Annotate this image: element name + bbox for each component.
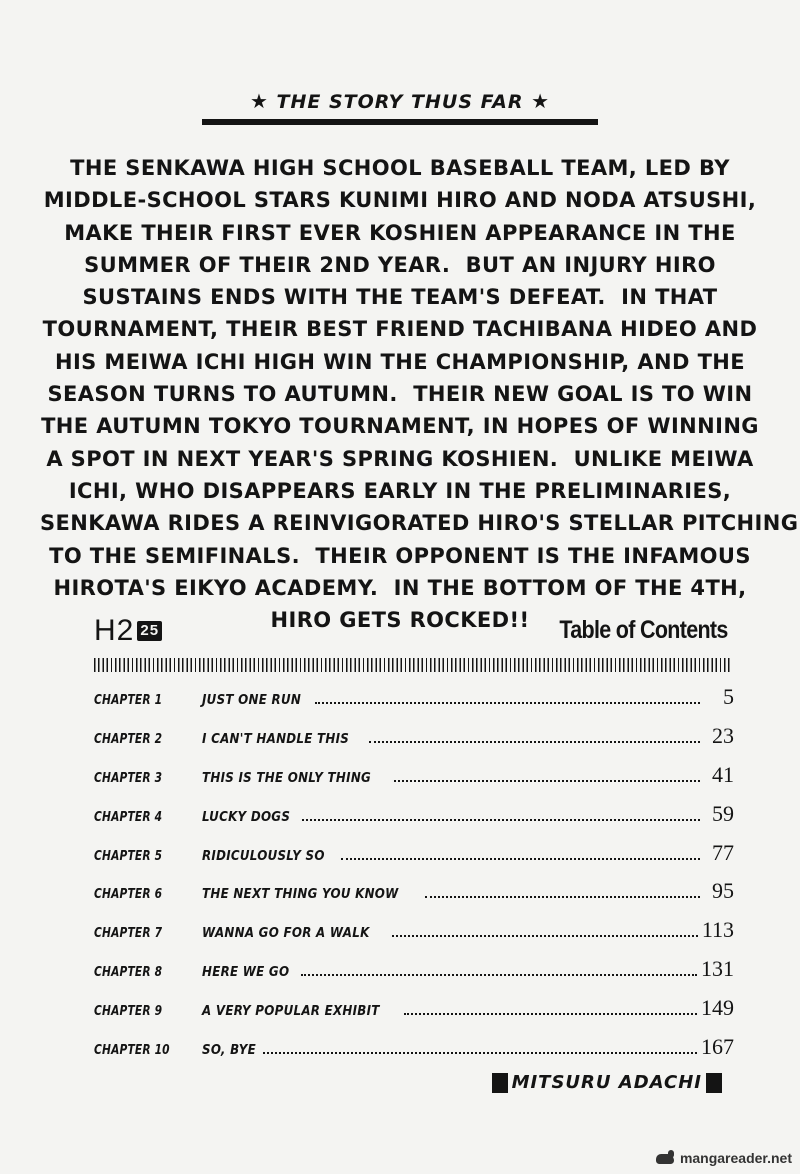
dot-leader <box>302 818 700 821</box>
chapter-title: THIS IS THE ONLY THING <box>202 769 372 786</box>
dot-leader <box>341 857 700 860</box>
toc-row <box>94 840 734 879</box>
chapter-title: HERE WE GO <box>202 964 290 981</box>
dog-icon <box>654 1150 676 1166</box>
page-number: 77 <box>712 839 734 865</box>
page-number: 167 <box>701 1034 734 1060</box>
author-name: MITSURU ADACHI <box>511 1072 702 1093</box>
dot-leader <box>425 895 700 898</box>
dot-leader <box>369 740 700 743</box>
toc-row <box>94 684 734 723</box>
page-number: 41 <box>712 761 734 787</box>
chapter-title: I CAN'T HANDLE THIS <box>202 730 350 747</box>
story-line: THE SENKAWA HIGH SCHOOL BASEBALL TEAM, LED BY <box>70 156 730 180</box>
chapter-title: THE NEXT THING YOU KNOW <box>202 886 399 903</box>
story-title <box>200 88 600 115</box>
block-icon <box>706 1073 722 1093</box>
dot-leader <box>392 934 697 937</box>
title-underline <box>202 119 598 125</box>
toc-row <box>94 762 734 801</box>
dot-leader <box>394 779 700 782</box>
page-number: 149 <box>701 995 734 1021</box>
toc-row <box>94 878 734 917</box>
page-number: 23 <box>712 722 734 748</box>
chapter-title: A VERY POPULAR EXHIBIT <box>202 1003 380 1020</box>
page-number: 5 <box>723 684 734 709</box>
toc-row <box>94 995 734 1034</box>
table-of-contents <box>94 612 734 1073</box>
chapter-number: CHAPTER 7 <box>94 926 163 942</box>
series-logo <box>94 614 162 648</box>
chapter-title: WANNA GO FOR A WALK <box>202 925 370 942</box>
dot-leader <box>404 1012 697 1015</box>
chapter-list <box>94 684 734 1073</box>
story-line: HIS MEIWA ICHI HIGH WIN THE CHAMPIONSHIP, AND THE <box>54 349 746 374</box>
toc-row <box>94 723 734 762</box>
story-line: SEASON TURNS TO AUTUMN. THEIR NEW GOAL IS TO WIN <box>47 382 753 407</box>
toc-row <box>94 1034 734 1073</box>
dot-leader <box>263 1051 697 1054</box>
page-number: 113 <box>701 917 734 943</box>
watermark <box>654 1150 792 1166</box>
page-number: 95 <box>712 878 734 904</box>
toc-row <box>94 801 734 840</box>
story-line: SUSTAINS ENDS WITH THE TEAM'S DEFEAT. IN THAT <box>82 285 718 310</box>
volume-badge: 25 <box>137 621 162 641</box>
story-line: HIRO GETS ROCKED!! <box>270 608 530 633</box>
story-line: SUMMER OF THEIR 2ND YEAR. BUT AN INJURY HIRO <box>84 252 716 277</box>
star-icon: ★ <box>531 89 551 113</box>
page-number: 131 <box>701 956 734 982</box>
chapter-number: CHAPTER 1 <box>94 693 163 708</box>
author-credit <box>492 1072 722 1093</box>
story-line: ICHI, WHO DISAPPEARS EARLY IN THE PRELIMINARIES, <box>68 478 732 503</box>
chapter-number: CHAPTER 2 <box>94 731 163 747</box>
chapter-number: CHAPTER 3 <box>94 770 163 786</box>
chapter-title: RIDICULOUSLY SO <box>202 847 325 864</box>
story-line: SENKAWA RIDES A REINVIGORATED HIRO'S STELLAR PITCHING <box>40 511 799 536</box>
story-summary <box>40 152 799 636</box>
story-line: A SPOT IN NEXT YEAR'S SPRING KOSHIEN. UNLIKE MEIWA <box>46 446 754 471</box>
dot-leader <box>315 701 700 704</box>
star-icon: ★ <box>249 89 269 113</box>
story-line: MAKE THEIR FIRST EVER KOSHIEN APPEARANCE IN THE <box>64 220 736 245</box>
series-name: H2 <box>94 614 135 647</box>
story-line: TOURNAMENT, THEIR BEST FRIEND TACHIBANA HIDEO AND <box>42 317 758 342</box>
tick-rule <box>94 658 730 672</box>
chapter-title: LUCKY DOGS <box>202 808 291 825</box>
chapter-number: CHAPTER 4 <box>94 809 163 825</box>
chapter-number: CHAPTER 8 <box>94 965 163 981</box>
story-line: MIDDLE-SCHOOL STARS KUNIMI HIRO AND NODA ATSUSHI, <box>43 188 757 213</box>
story-title-text: THE STORY THUS FAR <box>276 91 524 113</box>
chapter-title: SO, BYE <box>202 1042 257 1059</box>
toc-header <box>94 612 734 652</box>
story-line: THE AUTUMN TOKYO TOURNAMENT, IN HOPES OF WINNING <box>41 414 759 439</box>
chapter-number: CHAPTER 5 <box>94 848 163 864</box>
watermark-text: mangareader.net <box>679 1150 792 1166</box>
toc-heading: Table of Contents <box>559 616 728 644</box>
story-line: TO THE SEMIFINALS. THEIR OPPONENT IS THE INFAMOUS <box>49 543 751 568</box>
story-line: HIROTA'S EIKYO ACADEMY. IN THE BOTTOM OF THE 4TH, <box>53 575 747 600</box>
toc-row <box>94 917 734 956</box>
block-icon <box>492 1073 508 1093</box>
story-header <box>200 88 600 125</box>
chapter-number: CHAPTER 9 <box>94 1004 163 1020</box>
dot-leader <box>301 973 697 976</box>
chapter-number: CHAPTER 10 <box>94 1043 170 1059</box>
page-number: 59 <box>712 800 734 826</box>
chapter-number: CHAPTER 6 <box>94 887 163 903</box>
chapter-title: JUST ONE RUN <box>202 692 302 708</box>
toc-row <box>94 956 734 995</box>
